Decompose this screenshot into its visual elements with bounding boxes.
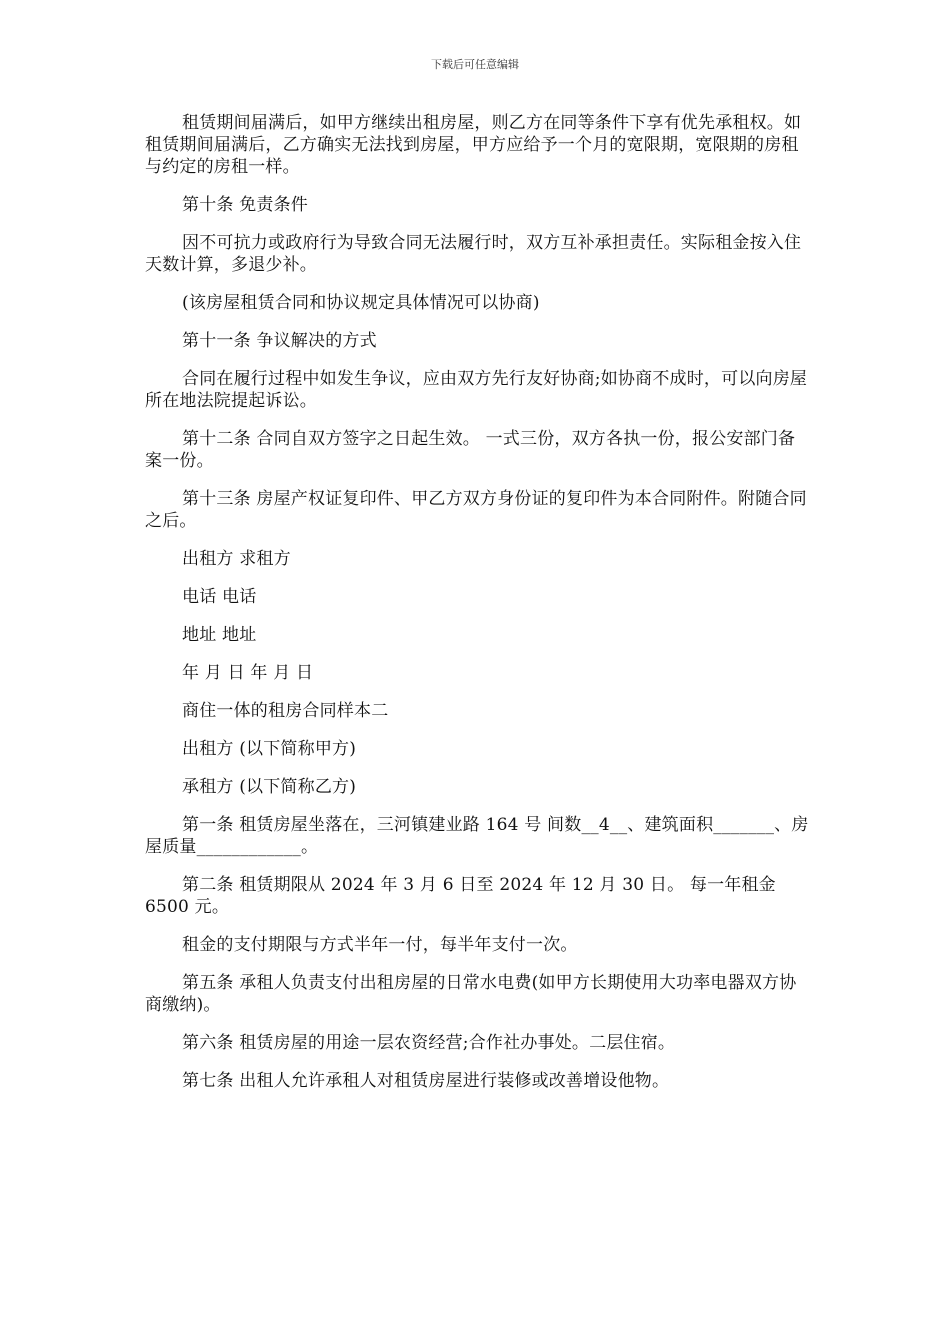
- article-7: 第七条 出租人允许承租人对租赁房屋进行装修或改善增设他物。: [182, 1071, 670, 1091]
- document-body: [145, 112, 810, 1108]
- paragraph-payment-terms: 租金的支付期限与方式半年一付，每半年支付一次。: [182, 935, 578, 955]
- signature-parties: 出租方 求租方: [182, 549, 291, 569]
- article-2: 第二条 租赁期限从 2024 年 3 月 6 日至 2024 年 12 月 30 日。 每一年租金 6500 元。: [145, 875, 776, 917]
- paragraph-dispute-resolution: 合同在履行过程中如发生争议，应由双方先行友好协商;如协商不成时，可以向房屋所在地法院提起诉讼。: [145, 369, 808, 411]
- signature-date: 年 月 日 年 月 日: [182, 663, 314, 683]
- article-10-heading: 第十条 免责条件: [182, 195, 309, 215]
- signature-address: 地址 地址: [182, 625, 257, 645]
- article-6: 第六条 租赁房屋的用途一层农资经营;合作社办事处。二层住宿。: [182, 1033, 676, 1053]
- paragraph-force-majeure: 因不可抗力或政府行为导致合同无法履行时，双方互补承担责任。实际租金按入住天数计算，多退少补。: [145, 233, 802, 275]
- party-a-line: 出租方 (以下简称甲方): [182, 739, 357, 759]
- page-header: 下载后可任意编辑: [431, 58, 519, 71]
- article-12: 第十二条 合同自双方签字之日起生效。 一式三份，双方各执一份，报公安部门备案一份。: [145, 429, 796, 471]
- paragraph-renewal-priority: 租赁期间届满后，如甲方继续出租房屋，则乙方在同等条件下享有优先承租权。如租赁期间届满后，乙方确实无法找到房屋，甲方应给予一个月的宽限期，宽限期的房租与约定的房租一样。: [145, 113, 802, 177]
- party-b-line: 承租方 (以下简称乙方): [182, 777, 357, 797]
- article-11-heading: 第十一条 争议解决的方式: [182, 331, 377, 351]
- article-5: 第五条 承租人负责支付出租房屋的日常水电费(如甲方长期使用大功率电器双方协商缴纳)。: [145, 973, 797, 1015]
- article-13: 第十三条 房屋产权证复印件、甲乙方双方身份证的复印件为本合同附件。附随合同之后。: [145, 489, 807, 531]
- article-1: 第一条 租赁房屋坐落在，三河镇建业路 164 号 间数__4__、建筑面积_______、房屋质量____________。: [145, 815, 809, 857]
- sample-2-title: 商住一体的租房合同样本二: [182, 701, 389, 721]
- paragraph-negotiable-note: (该房屋租赁合同和协议规定具体情况可以协商): [182, 293, 540, 313]
- signature-phone: 电话 电话: [182, 587, 257, 607]
